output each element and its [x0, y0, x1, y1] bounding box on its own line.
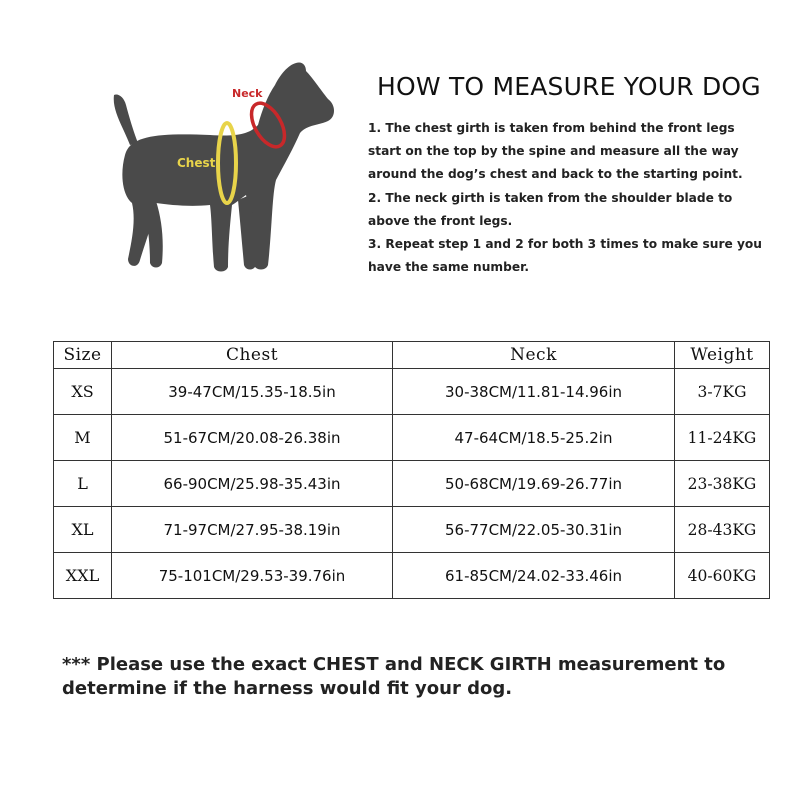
instruction-step-2: 2. The neck girth is taken from the shoulder blade to above the front legs. — [368, 190, 733, 228]
size-chart-table — [53, 341, 770, 599]
table-row — [54, 415, 770, 461]
weight-cell: 28-43KG — [675, 507, 770, 553]
header-weight: Weight — [675, 342, 770, 369]
dog-measurement-figure — [100, 55, 350, 285]
page-title: HOW TO MEASURE YOUR DOG — [377, 72, 761, 101]
header-size: Size — [54, 342, 112, 369]
chest-label: Chest — [177, 156, 216, 170]
size-cell: XXL — [54, 553, 112, 599]
chest-cell: 75-101CM/29.53-39.76in — [112, 553, 393, 599]
dog-body — [114, 62, 334, 271]
instruction-step-1: 1. The chest girth is taken from behind the front legs start on the top by the spine and measure all the way around the dog’s chest and back to the starting point. — [368, 121, 743, 182]
chest-cell: 51-67CM/20.08-26.38in — [112, 415, 393, 461]
instruction-step-3: 3. Repeat step 1 and 2 for both 3 times to make sure you have the same number. — [368, 237, 762, 275]
size-cell: XL — [54, 507, 112, 553]
table-row — [54, 461, 770, 507]
table-row — [54, 553, 770, 599]
neck-cell: 50-68CM/19.69-26.77in — [393, 461, 675, 507]
weight-cell: 3-7KG — [675, 369, 770, 415]
weight-cell: 40-60KG — [675, 553, 770, 599]
neck-cell: 56-77CM/22.05-30.31in — [393, 507, 675, 553]
chest-cell: 39-47CM/15.35-18.5in — [112, 369, 393, 415]
size-cell: M — [54, 415, 112, 461]
header-neck: Neck — [393, 342, 675, 369]
table-header-row — [54, 342, 770, 369]
neck-cell: 30-38CM/11.81-14.96in — [393, 369, 675, 415]
dog-silhouette-icon — [100, 55, 350, 285]
weight-cell: 11-24KG — [675, 415, 770, 461]
neck-label: Neck — [232, 87, 263, 100]
neck-cell: 47-64CM/18.5-25.2in — [393, 415, 675, 461]
measurement-instructions — [368, 117, 768, 279]
size-cell: XS — [54, 369, 112, 415]
neck-cell: 61-85CM/24.02-33.46in — [393, 553, 675, 599]
chest-cell: 66-90CM/25.98-35.43in — [112, 461, 393, 507]
size-cell: L — [54, 461, 112, 507]
chest-cell: 71-97CM/27.95-38.19in — [112, 507, 393, 553]
table-row — [54, 369, 770, 415]
table-row — [54, 507, 770, 553]
header-chest: Chest — [112, 342, 393, 369]
fit-note: *** Please use the exact CHEST and NECK GIRTH measurement to determine if the harness would fit your dog. — [62, 654, 726, 699]
weight-cell: 23-38KG — [675, 461, 770, 507]
